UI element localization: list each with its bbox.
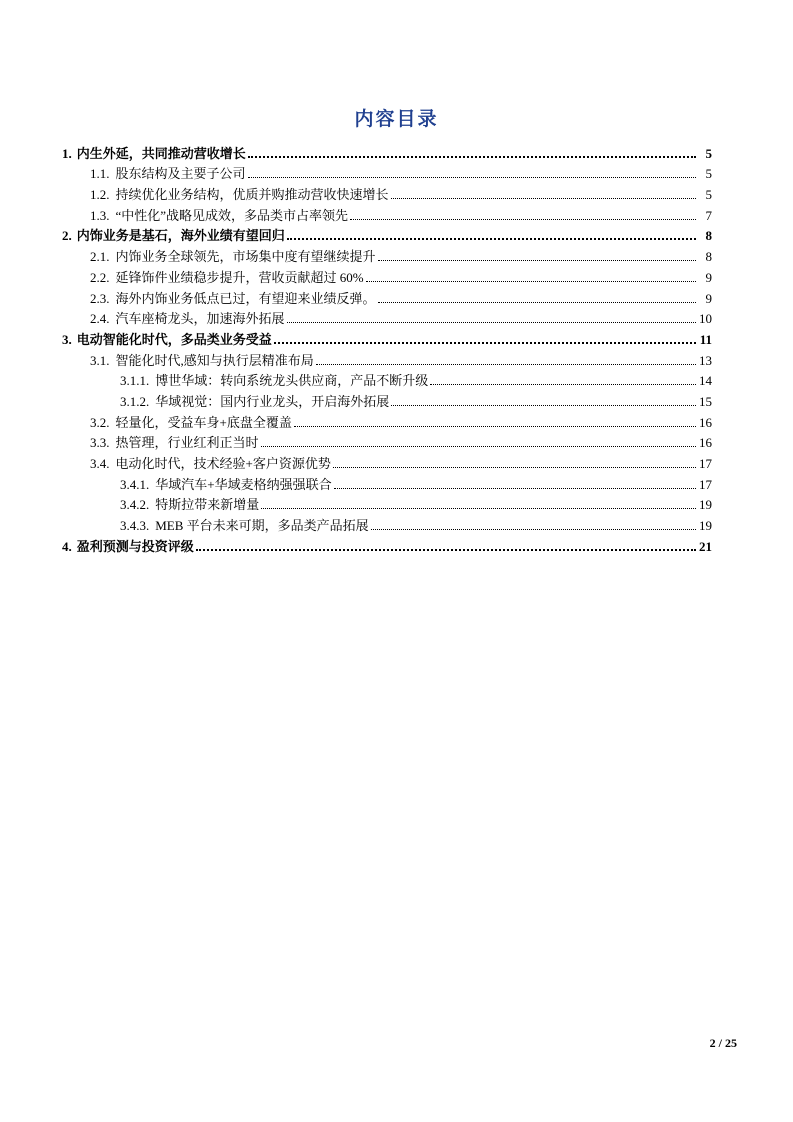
toc-leader-dots (261, 445, 696, 447)
toc-leader-dots (294, 425, 696, 427)
toc-entry-number: 3.1.2. (120, 393, 150, 409)
toc-entry-page: 8 (705, 249, 712, 265)
toc-entry-number: 2.4. (90, 311, 110, 327)
toc-leader-dots (371, 528, 696, 530)
toc-entry[interactable] (62, 451, 712, 472)
toc-entry-number: 1.2. (90, 187, 110, 203)
toc-entry-number: 3.4. (90, 456, 110, 471)
toc-entry-number: 3.4.2. (120, 497, 150, 513)
toc-entry-page: 17 (699, 456, 712, 471)
toc-entry[interactable] (62, 410, 712, 431)
toc-entry[interactable] (62, 369, 712, 390)
toc-entry[interactable] (62, 307, 712, 328)
toc-entry-text: 股东结构及主要子公司 (115, 166, 246, 182)
toc-entry-text: 汽车座椅龙头，加速海外拓展 (115, 311, 285, 327)
toc-entry-text: 内生外延，共同推动营收增长 (76, 145, 246, 161)
toc-entry-page: 15 (699, 393, 712, 409)
toc-entry-text: 电动智能化时代，多品类业务受益 (76, 331, 272, 347)
toc-leader-dots (248, 155, 696, 158)
toc-entry[interactable] (62, 513, 712, 534)
toc-entry-page: 5 (705, 187, 712, 203)
toc-leader-dots (261, 507, 696, 509)
toc-leader-dots (430, 383, 696, 385)
toc-entry-page: 9 (705, 290, 712, 306)
toc-entry-page: 19 (699, 497, 712, 513)
table-of-contents (62, 141, 712, 555)
toc-entry[interactable] (62, 327, 712, 348)
toc-entry[interactable] (62, 493, 712, 514)
toc-entry[interactable] (62, 141, 712, 162)
toc-leader-dots (334, 487, 696, 489)
toc-entry-page: 16 (699, 414, 712, 430)
toc-leader-dots (316, 363, 696, 365)
toc-leader-dots (350, 218, 696, 220)
toc-entry-text: 盈利预测与投资评级 (76, 538, 194, 554)
toc-entry[interactable] (62, 431, 712, 452)
toc-entry-text: 延锋饰件业绩稳步提升，营收贡献超过 60% (115, 269, 364, 285)
toc-entry-text: 轻量化，受益车身+底盘全覆盖 (115, 414, 292, 430)
toc-entry-text: 博世华域：转向系统龙头供应商，产品不断升级 (155, 373, 429, 389)
toc-leader-dots (196, 548, 696, 551)
toc-entry-text: “中性化”战略见成效，多品类市占率领先 (115, 207, 349, 223)
toc-entry[interactable] (62, 286, 712, 307)
toc-entry-page: 7 (705, 207, 712, 223)
toc-entry-text: 智能化时代,感知与执行层精准布局 (115, 352, 314, 368)
toc-entry-page: 11 (699, 331, 712, 347)
toc-entry-number: 4. (62, 538, 72, 554)
toc-entry[interactable] (62, 162, 712, 183)
toc-entry-text: 内饰业务全球领先，市场集中度有望继续提升 (115, 249, 376, 265)
toc-entry-page: 5 (705, 145, 712, 161)
toc-entry-page: 10 (699, 311, 712, 327)
toc-entry-text: 特斯拉带来新增量 (155, 497, 260, 513)
toc-entry-number: 2.2. (90, 269, 110, 285)
toc-entry-number: 3.1.1. (120, 373, 150, 389)
toc-entry-text: 电动化时代，技术经验+客户资源优势 (115, 456, 331, 471)
toc-leader-dots (391, 197, 696, 199)
page-title: 内容目录 (354, 108, 439, 130)
toc-entry-number: 1. (62, 145, 72, 161)
toc-entry-text: 华域汽车+华域麦格纳强强联合 (155, 476, 332, 492)
toc-entry-page: 19 (699, 518, 712, 534)
toc-entry-text: 华域视觉：国内行业龙头，开启海外拓展 (155, 393, 390, 409)
toc-entry[interactable] (62, 472, 712, 493)
toc-entry[interactable] (62, 203, 712, 224)
toc-entry-text: 持续优化业务结构，优质并购推动营收快速增长 (115, 187, 389, 203)
toc-leader-dots (378, 301, 696, 303)
toc-entry-number: 3.2. (90, 414, 110, 430)
toc-entry[interactable] (62, 348, 712, 369)
toc-leader-dots (274, 341, 696, 344)
toc-entry-number: 3.4.1. (120, 476, 150, 492)
toc-entry[interactable] (62, 224, 712, 245)
toc-entry-page: 9 (705, 269, 712, 285)
toc-entry-number: 3.3. (90, 435, 110, 451)
toc-entry-page: 5 (705, 166, 712, 182)
toc-leader-dots (287, 321, 696, 323)
toc-leader-dots (366, 280, 696, 282)
toc-entry[interactable] (62, 534, 712, 555)
toc-entry[interactable] (62, 389, 712, 410)
toc-entry-text: 海外内饰业务低点已过，有望迎来业绩反弹。 (115, 290, 376, 306)
toc-entry-text: MEB 平台未来可期，多品类产品拓展 (155, 518, 369, 534)
toc-entry-number: 3.1. (90, 352, 110, 368)
toc-entry-number: 1.3. (90, 207, 110, 223)
toc-entry-page: 17 (699, 476, 712, 492)
toc-leader-dots (248, 176, 696, 178)
toc-leader-dots (378, 259, 696, 261)
toc-entry-text: 内饰业务是基石，海外业绩有望回归 (76, 228, 285, 244)
toc-leader-dots (333, 466, 696, 468)
toc-entry-number: 2.3. (90, 290, 110, 306)
toc-entry-number: 3.4.3. (120, 518, 150, 534)
toc-entry-number: 2.1. (90, 249, 110, 265)
toc-entry-page: 8 (705, 228, 712, 244)
toc-entry-page: 16 (699, 435, 712, 451)
toc-entry-number: 1.1. (90, 166, 110, 182)
toc-entry-page: 21 (699, 538, 712, 554)
toc-leader-dots (287, 237, 696, 240)
toc-entry-page: 14 (699, 373, 712, 389)
toc-leader-dots (391, 404, 696, 406)
toc-entry[interactable] (62, 244, 712, 265)
page-number: 2 / 25 (709, 1036, 737, 1050)
toc-entry[interactable] (62, 182, 712, 203)
toc-entry-page: 13 (699, 352, 712, 368)
toc-entry-number: 2. (62, 228, 72, 244)
toc-entry[interactable] (62, 265, 712, 286)
toc-entry-text: 热管理，行业红利正当时 (115, 435, 259, 451)
toc-entry-number: 3. (62, 331, 72, 347)
